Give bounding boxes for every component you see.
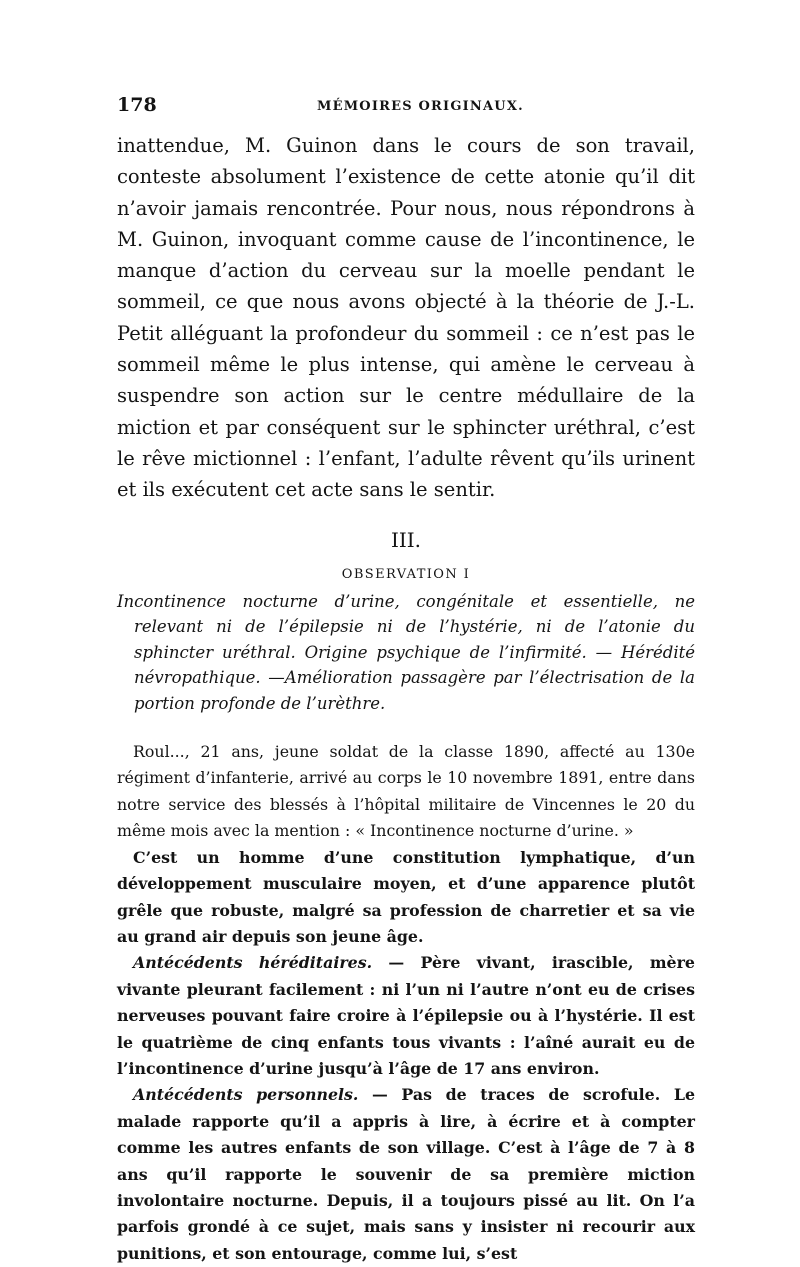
intro-paragraph: inattendue, M. Guinon dans le cours de son travail, conteste absolument l’existence de cette atonie qu’il dit n’avoir jamais rencontrée. Pour nous, nous répondrons à M. Guinon, invoquant comme cause de l’incontinence, le manque d’action du cerveau sur la moelle pendant le sommeil, ce que nous avons objecté à la théorie de J.-L. Petit alléguant la profondeur du sommeil : ce n’est pas le sommeil même le plus intense, qui amène le cerveau à suspendre son action sur le centre médullaire de la miction et par conséquent sur le sphincter uréthral, c’est le rêve mictionnel : l’enfant, l’adulte rêvent qu’ils urinent et ils exécutent cet acte sans le sentir. <box>117 134 695 502</box>
personal-history-text: — Pas de traces de scrofule. Le malade rapporte qu’il a appris à lire, à écrire et à compter comme les autres enfants de son village. C’est à l’âge de 7 à 8 ans qu’il rapporte le souvenir de sa première miction involontaire nocturne. Depuis, il a toujours pissé au lit. On l’a parfois grondé à ce sujet, mais sans y insister ni recourir aux punitions, et son entourage, comme lui, s’est <box>117 1085 695 1263</box>
observation-summary: Incontinence nocturne d’urine, congénitale et essentielle, ne relevant ni de l’épilepsie ni de l’hystérie, ni de l’atonie du sphincter uréthral. Origine psychique de l’infirmité. — Hérédité névropathique. —Amélioration passagère par l’électrisation de la portion profonde de l’urèthre. <box>117 591 695 713</box>
body-paragraph-3 <box>117 950 695 1082</box>
observation-title: OBSERVATION I <box>341 566 471 582</box>
page-header <box>117 94 695 130</box>
heredity-text: — Père vivant, irascible, mère vivante pleurant facilement : ni l’un ni l’autre n’ont eu de crises nerveuses pouvant faire croire à l’épilepsie ou à l’hystérie. Il est le quatrième de cinq enfants tous vivants : l’aîné aurait eu de l’incontinence d’urine jusqu’à l’âge de 17 ans environ. <box>117 953 695 1078</box>
section-number: III. <box>390 527 422 552</box>
body-paragraph-2: C’est un homme d’une constitution lymphatique, d’un développement musculaire moyen, et d’une apparence plutôt grêle que robuste, malgré sa profession de charretier et sa vie au grand air depuis son jeune âge. <box>117 847 695 946</box>
observation-body <box>117 739 695 1267</box>
body-paragraph-1: Roul..., 21 ans, jeune soldat de la classe 1890, affecté au 130e régiment d’infanterie, arrivé au corps le 10 novembre 1891, entre dans notre service des blessés à l’hôpital militaire de Vincennes le 20 du même mois avec la mention : « Incontinence nocturne d’urine. » <box>117 742 695 841</box>
heredity-label: Antécédents héréditaires. <box>133 953 373 973</box>
body-paragraph-4 <box>117 1082 695 1267</box>
page-number: 178 <box>117 94 157 116</box>
personal-history-label: Antécédents personnels. <box>133 1085 359 1105</box>
intro-section <box>117 130 695 506</box>
running-head: MÉMOIRES ORIGINAUX. <box>317 99 524 114</box>
page <box>117 94 695 1267</box>
